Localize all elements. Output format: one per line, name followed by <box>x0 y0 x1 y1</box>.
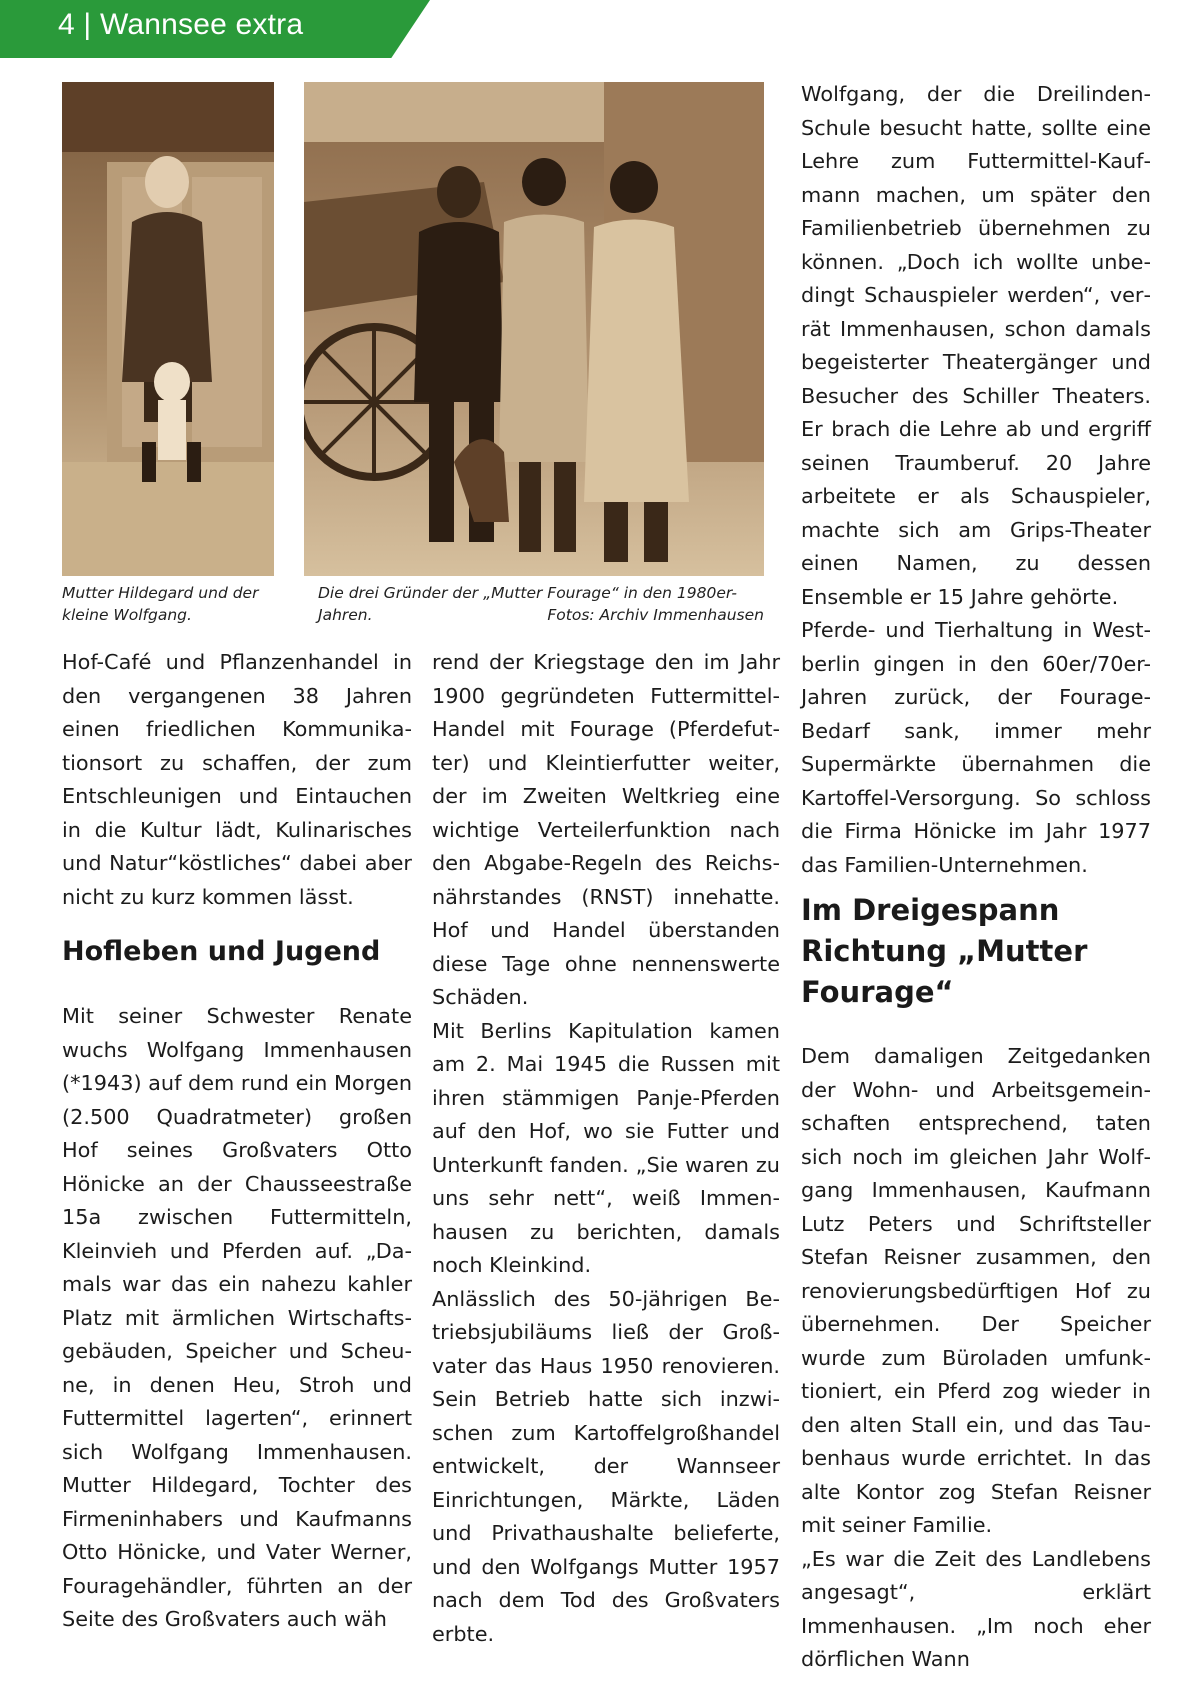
section-heading: Hofleben und Jugend <box>62 936 381 967</box>
paragraph: Mit seiner Schwester Renate wuchs Wolfgang Immenhausen (*1943) auf dem rund ein Morgen (2.500 Quadratmeter) großen Hof seines Großvaters Otto Hönicke an der Chausseestraße 15a zwischen Futtermitteln, Kleinvieh und Pferden auf. „Damals war das ein nahezu kahler Platz mit ärmlichen Wirtschaftsgebäuden, Speicher und Scheune, in denen Heu, Stroh und Futtermittel lagerten“, erinnert sich Wolfgang Immenhausen. Mutter Hildegard, Tochter des Firmeninhabers und Kaufmanns Otto Hönicke, und Vater Werner, Fouragehändler, führten an der Seite des Großvaters auch wäh <box>62 1004 413 1631</box>
section-heading: Im Dreigespann Richtung „Mutter Fourage“ <box>801 893 1088 1009</box>
photo-credit: Fotos: Archiv Immenhausen <box>547 606 764 624</box>
article-column-2 <box>432 646 780 1651</box>
paragraph: Mit Berlins Kapitulation kamen am 2. Mai 1945 die Russen mit ihren stämmigen Panje-Pferden auf den Hof, wo sie Futter und Unterkunft fanden. „Sie waren zu uns sehr nett“, weiß Immenhausen zu berichten, damals noch Kleinkind. <box>432 1018 780 1277</box>
paragraph: Pferde- und Tierhaltung in Westberlin gingen in den 60er/70er-Jahren zurück, der Fourage-Bedarf sank, immer mehr Supermärkte übernahmen die Kartoffel-Versorgung. So schloss die Firma Hönicke im Jahr 1977 das Familien-Unternehmen. <box>801 618 1151 877</box>
photo-mother-and-child <box>62 82 274 576</box>
section-header-title: 4 | Wannsee extra <box>58 8 304 41</box>
photo-caption-right: Die drei Gründer der „Mutter Fourage“ in den 1980er-Jahren. <box>318 584 737 624</box>
photo-caption-left: Mutter Hildegard und der kleine Wolfgang. <box>62 584 259 624</box>
photo-three-founders <box>304 82 764 576</box>
paragraph: Dem damaligen Zeitgedanken der Wohn- und Arbeitsgemeinschaften entsprechend, taten sich noch im gleichen Jahr Wolfgang Immenhausen, Kaufmann Lutz Peters und Schriftsteller Stefan Reisner zusammen, den renovierungsbedürftigen Hof zu übernehmen. Der Speicher wurde zum Büroladen umfunktioniert, ein Pferd zog wieder in den alten Stall ein, und das Taubenhaus wurde errichtet. In das alte Kontor zog Stefan Reisner mit seiner Familie. <box>801 1044 1151 1537</box>
paragraph: rend der Kriegstage den im Jahr 1900 gegründeten FuttermittelHandel mit Fourage (Pferdefutter) und Kleintierfutter weiter, der im Zweiten Weltkrieg eine wichtige Verteilerfunktion nach den Abgabe-Regeln des Reichsnährstandes (RNST) innehatte. Hof und Handel überstanden diese Tage ohne nennenswerte Schäden. <box>432 650 780 1009</box>
article-column-3-bottom <box>801 1040 1151 1677</box>
paragraph: „Es war die Zeit des Landlebens angesagt“, erklärt Immenhausen. „Im noch eher dörflichen Wann <box>801 1546 1151 1671</box>
article-column-3-top <box>801 78 1151 882</box>
article-intro <box>62 646 412 914</box>
paragraph: Hof-Café und Pflanzenhandel in den vergangenen 38 Jahren einen friedlichen Kommunikationsort zu schaffen, der zum Entschleunigen und Eintauchen in die Kultur lädt, Kulinarisches und Natur“köstliches“ dabei aber nicht zu kurz kommen lässt. <box>62 650 412 909</box>
article-column-1 <box>62 1000 412 1637</box>
paragraph: Wolfgang, der die Dreilinden-Schule besucht hatte, sollte eine Lehre zum Futtermittel-Kaufmann machen, um später den Familienbetrieb übernehmen zu können. „Doch ich wollte unbedingt Schauspieler werden“, verrät Immenhausen, schon damals begeisterter Theatergänger und Besucher des Schiller Theaters. Er brach die Lehre ab und ergriff seinen Traumberuf. 20 Jahre arbeitete er als Schauspieler, machte sich am Grips-Theater einen Namen, zu dessen Ensemble er 15 Jahre gehörte. <box>801 82 1151 609</box>
paragraph: Anlässlich des 50-jährigen Betriebsjubiläums ließ der Großvater das Haus 1950 renovieren. Sein Betrieb hatte sich inzwischen zum Kartoffelgroßhandel entwickelt, der Wannseer Einrichtungen, Märkte, Läden und Privathaushalte belieferte, und den Wolfgangs Mutter 1957 nach dem Tod des Großvaters erbte. <box>432 1286 780 1646</box>
